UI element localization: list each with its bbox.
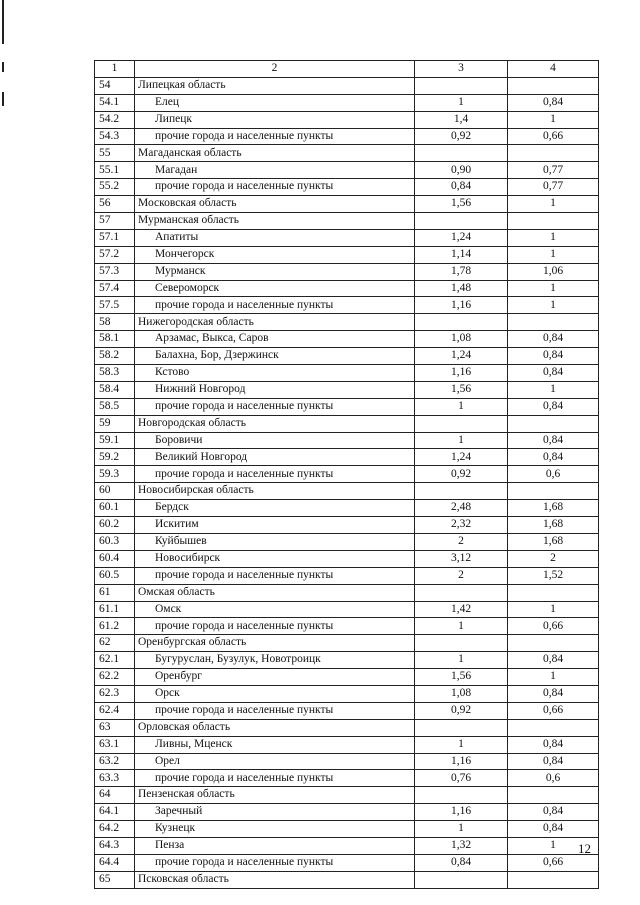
- city-name: Бердск: [135, 500, 415, 517]
- column-header: 4: [508, 61, 599, 78]
- value-col4: 0,6: [508, 466, 599, 483]
- value-col4: 0,84: [508, 685, 599, 702]
- city-name: Заречный: [135, 804, 415, 821]
- row-number: 62: [95, 635, 135, 652]
- value-col3: 1: [415, 652, 508, 669]
- city-name: Ливны, Мценск: [135, 736, 415, 753]
- value-col4: 0,84: [508, 652, 599, 669]
- value-col3: [415, 415, 508, 432]
- row-number: 61.2: [95, 618, 135, 635]
- city-row: [95, 821, 599, 838]
- value-col4: 1,68: [508, 533, 599, 550]
- value-col4: 0,66: [508, 618, 599, 635]
- region-name: Новосибирская область: [135, 483, 415, 500]
- value-col4: 1: [508, 669, 599, 686]
- row-number: 56: [95, 196, 135, 213]
- row-number: 58.2: [95, 348, 135, 365]
- value-col4: [508, 719, 599, 736]
- value-col4: 0,84: [508, 94, 599, 111]
- row-number: 54.2: [95, 111, 135, 128]
- city-row: [95, 550, 599, 567]
- value-col4: 1: [508, 111, 599, 128]
- value-col3: 1: [415, 94, 508, 111]
- row-number: 59: [95, 415, 135, 432]
- value-col4: 1: [508, 837, 599, 854]
- city-name: Орск: [135, 685, 415, 702]
- city-name: Магадан: [135, 162, 415, 179]
- city-row: [95, 753, 599, 770]
- city-row: [95, 94, 599, 111]
- value-col3: 2: [415, 533, 508, 550]
- city-name: прочие города и населенные пункты: [135, 398, 415, 415]
- region-name: Омская область: [135, 584, 415, 601]
- row-number: 61.1: [95, 601, 135, 618]
- region-row: [95, 787, 599, 804]
- value-col3: 1: [415, 618, 508, 635]
- city-name: Новосибирск: [135, 550, 415, 567]
- region-name: Пензенская область: [135, 787, 415, 804]
- value-col4: [508, 483, 599, 500]
- city-name: Боровичи: [135, 432, 415, 449]
- region-name: Магаданская область: [135, 145, 415, 162]
- column-header: 2: [135, 61, 415, 78]
- value-col3: 1,08: [415, 685, 508, 702]
- row-number: 55.2: [95, 179, 135, 196]
- value-col4: 2: [508, 550, 599, 567]
- city-name: Мурманск: [135, 263, 415, 280]
- row-number: 63.2: [95, 753, 135, 770]
- region-row: [95, 314, 599, 331]
- row-number: 57.5: [95, 297, 135, 314]
- city-row: [95, 432, 599, 449]
- value-col3: 2: [415, 567, 508, 584]
- row-number: 57.1: [95, 229, 135, 246]
- row-number: 64: [95, 787, 135, 804]
- value-col3: 1,48: [415, 280, 508, 297]
- city-row: [95, 229, 599, 246]
- row-number: 54: [95, 77, 135, 94]
- city-row: [95, 618, 599, 635]
- city-row: [95, 533, 599, 550]
- value-col3: 1,16: [415, 804, 508, 821]
- city-name: прочие города и населенные пункты: [135, 128, 415, 145]
- value-col3: 1,42: [415, 601, 508, 618]
- value-col3: 1,24: [415, 449, 508, 466]
- value-col4: 0,84: [508, 449, 599, 466]
- table-header-row: [95, 61, 599, 78]
- row-number: 60.3: [95, 533, 135, 550]
- value-col3: 1: [415, 821, 508, 838]
- value-col4: 0,77: [508, 179, 599, 196]
- value-col4: 1,52: [508, 567, 599, 584]
- value-col3: 1,16: [415, 365, 508, 382]
- value-col4: [508, 213, 599, 230]
- city-row: [95, 365, 599, 382]
- row-number: 60.5: [95, 567, 135, 584]
- region-row: [95, 719, 599, 736]
- value-col4: 0,84: [508, 736, 599, 753]
- region-row: [95, 213, 599, 230]
- city-row: [95, 348, 599, 365]
- row-number: 60.1: [95, 500, 135, 517]
- row-number: 55: [95, 145, 135, 162]
- city-name: Липецк: [135, 111, 415, 128]
- city-name: Искитим: [135, 517, 415, 534]
- city-name: Оренбург: [135, 669, 415, 686]
- row-number: 63.1: [95, 736, 135, 753]
- value-col3: 1,56: [415, 381, 508, 398]
- region-row: [95, 415, 599, 432]
- value-col3: 1,14: [415, 246, 508, 263]
- value-col4: 0,84: [508, 753, 599, 770]
- city-row: [95, 280, 599, 297]
- city-row: [95, 381, 599, 398]
- city-name: Кузнецк: [135, 821, 415, 838]
- row-number: 62.3: [95, 685, 135, 702]
- value-col3: 0,92: [415, 702, 508, 719]
- value-col4: 0,84: [508, 398, 599, 415]
- city-row: [95, 111, 599, 128]
- city-row: [95, 500, 599, 517]
- city-name: Кстово: [135, 365, 415, 382]
- column-header: 3: [415, 61, 508, 78]
- value-col4: 0,77: [508, 162, 599, 179]
- value-col4: 1: [508, 381, 599, 398]
- value-col4: [508, 145, 599, 162]
- row-number: 54.1: [95, 94, 135, 111]
- value-col3: 0,84: [415, 179, 508, 196]
- region-name: Новгородская область: [135, 415, 415, 432]
- city-row: [95, 162, 599, 179]
- value-col3: 3,12: [415, 550, 508, 567]
- region-row: [95, 483, 599, 500]
- value-col3: 0,92: [415, 128, 508, 145]
- value-col4: [508, 787, 599, 804]
- value-col4: 0,66: [508, 702, 599, 719]
- city-row: [95, 263, 599, 280]
- city-row: [95, 770, 599, 787]
- city-row: [95, 128, 599, 145]
- city-row: [95, 804, 599, 821]
- row-number: 63: [95, 719, 135, 736]
- row-number: 54.3: [95, 128, 135, 145]
- row-number: 58.1: [95, 331, 135, 348]
- row-number: 59.1: [95, 432, 135, 449]
- value-col4: 1,68: [508, 500, 599, 517]
- city-name: Балахна, Бор, Дзержинск: [135, 348, 415, 365]
- column-header: 1: [95, 61, 135, 78]
- value-col3: 1,16: [415, 753, 508, 770]
- value-col4: 0,84: [508, 331, 599, 348]
- value-col4: [508, 635, 599, 652]
- city-name: Апатиты: [135, 229, 415, 246]
- city-row: [95, 854, 599, 871]
- row-number: 58.3: [95, 365, 135, 382]
- value-col3: 1,4: [415, 111, 508, 128]
- value-col4: 1: [508, 280, 599, 297]
- region-name: Орловская область: [135, 719, 415, 736]
- value-col3: [415, 871, 508, 888]
- value-col3: 1,08: [415, 331, 508, 348]
- value-col4: 0,84: [508, 348, 599, 365]
- value-col3: 1: [415, 432, 508, 449]
- city-name: Омск: [135, 601, 415, 618]
- city-row: [95, 179, 599, 196]
- value-col3: 0,90: [415, 162, 508, 179]
- value-col3: 0,84: [415, 854, 508, 871]
- value-col4: [508, 314, 599, 331]
- value-col3: 1,56: [415, 196, 508, 213]
- region-row: [95, 145, 599, 162]
- city-row: [95, 652, 599, 669]
- value-col3: [415, 145, 508, 162]
- coefficients-table: [94, 60, 599, 889]
- value-col3: 1,78: [415, 263, 508, 280]
- value-col3: [415, 635, 508, 652]
- row-number: 64.4: [95, 854, 135, 871]
- city-row: [95, 685, 599, 702]
- region-row: [95, 635, 599, 652]
- row-number: 62.4: [95, 702, 135, 719]
- city-name: Бугуруслан, Бузулук, Новотроицк: [135, 652, 415, 669]
- value-col4: [508, 415, 599, 432]
- row-number: 61: [95, 584, 135, 601]
- city-row: [95, 669, 599, 686]
- row-number: 65: [95, 871, 135, 888]
- row-number: 62.1: [95, 652, 135, 669]
- value-col3: [415, 787, 508, 804]
- row-number: 64.3: [95, 837, 135, 854]
- region-row: [95, 871, 599, 888]
- value-col4: 0,84: [508, 821, 599, 838]
- row-number: 57.3: [95, 263, 135, 280]
- row-number: 60.2: [95, 517, 135, 534]
- table-body: [95, 77, 599, 888]
- region-name: Оренбургская область: [135, 635, 415, 652]
- region-name: Мурманская область: [135, 213, 415, 230]
- value-col4: 1,68: [508, 517, 599, 534]
- city-row: [95, 567, 599, 584]
- value-col3: [415, 213, 508, 230]
- row-number: 58: [95, 314, 135, 331]
- value-col3: [415, 719, 508, 736]
- row-number: 57.4: [95, 280, 135, 297]
- city-row: [95, 702, 599, 719]
- value-col4: 0,84: [508, 804, 599, 821]
- value-col3: 2,32: [415, 517, 508, 534]
- city-name: прочие города и населенные пункты: [135, 297, 415, 314]
- city-name: прочие города и населенные пункты: [135, 466, 415, 483]
- city-name: прочие города и населенные пункты: [135, 618, 415, 635]
- city-name: Нижний Новгород: [135, 381, 415, 398]
- region-name: Псковская область: [135, 871, 415, 888]
- value-col4: 1: [508, 196, 599, 213]
- value-col4: 0,84: [508, 365, 599, 382]
- city-name: Пенза: [135, 837, 415, 854]
- value-col3: 1: [415, 736, 508, 753]
- value-col4: 1: [508, 601, 599, 618]
- city-row: [95, 601, 599, 618]
- scan-margin-mark: [2, 0, 4, 44]
- value-col4: 0,6: [508, 770, 599, 787]
- value-col3: 0,76: [415, 770, 508, 787]
- city-name: прочие города и населенные пункты: [135, 179, 415, 196]
- row-number: 63.3: [95, 770, 135, 787]
- value-col4: 1: [508, 246, 599, 263]
- value-col4: 1,06: [508, 263, 599, 280]
- city-row: [95, 466, 599, 483]
- value-col3: [415, 314, 508, 331]
- city-row: [95, 331, 599, 348]
- region-row: [95, 196, 599, 213]
- city-name: Великий Новгород: [135, 449, 415, 466]
- region-name: Нижегородская область: [135, 314, 415, 331]
- scan-margin-mark: [2, 92, 4, 106]
- region-name: Липецкая область: [135, 77, 415, 94]
- value-col4: [508, 871, 599, 888]
- city-name: Елец: [135, 94, 415, 111]
- value-col3: 1,16: [415, 297, 508, 314]
- row-number: 64.2: [95, 821, 135, 838]
- page-number: 12: [578, 841, 591, 856]
- city-row: [95, 736, 599, 753]
- row-number: 62.2: [95, 669, 135, 686]
- value-col3: [415, 77, 508, 94]
- row-number: 55.1: [95, 162, 135, 179]
- row-number: 59.3: [95, 466, 135, 483]
- region-row: [95, 584, 599, 601]
- value-col4: 1: [508, 229, 599, 246]
- city-row: [95, 297, 599, 314]
- value-col4: 1: [508, 297, 599, 314]
- city-row: [95, 837, 599, 854]
- value-col3: 0,92: [415, 466, 508, 483]
- value-col3: [415, 584, 508, 601]
- city-name: прочие города и населенные пункты: [135, 770, 415, 787]
- scan-margin-mark: [2, 62, 4, 72]
- value-col4: [508, 77, 599, 94]
- city-row: [95, 517, 599, 534]
- row-number: 60.4: [95, 550, 135, 567]
- city-name: прочие города и населенные пункты: [135, 567, 415, 584]
- row-number: 60: [95, 483, 135, 500]
- row-number: 57: [95, 213, 135, 230]
- value-col4: 0,66: [508, 854, 599, 871]
- row-number: 58.5: [95, 398, 135, 415]
- row-number: 64.1: [95, 804, 135, 821]
- row-number: 58.4: [95, 381, 135, 398]
- value-col4: 0,66: [508, 128, 599, 145]
- value-col3: 2,48: [415, 500, 508, 517]
- value-col3: 1: [415, 398, 508, 415]
- city-row: [95, 449, 599, 466]
- city-name: Орел: [135, 753, 415, 770]
- value-col3: 1,56: [415, 669, 508, 686]
- city-name: Мончегорск: [135, 246, 415, 263]
- region-row: [95, 77, 599, 94]
- city-name: Североморск: [135, 280, 415, 297]
- value-col4: [508, 584, 599, 601]
- value-col3: 1,24: [415, 348, 508, 365]
- region-name: Московская область: [135, 196, 415, 213]
- city-row: [95, 398, 599, 415]
- city-name: прочие города и населенные пункты: [135, 702, 415, 719]
- value-col4: 0,84: [508, 432, 599, 449]
- city-name: Куйбышев: [135, 533, 415, 550]
- value-col3: [415, 483, 508, 500]
- value-col3: 1,32: [415, 837, 508, 854]
- value-col3: 1,24: [415, 229, 508, 246]
- city-name: Арзамас, Выкса, Саров: [135, 331, 415, 348]
- city-name: прочие города и населенные пункты: [135, 854, 415, 871]
- row-number: 57.2: [95, 246, 135, 263]
- city-row: [95, 246, 599, 263]
- row-number: 59.2: [95, 449, 135, 466]
